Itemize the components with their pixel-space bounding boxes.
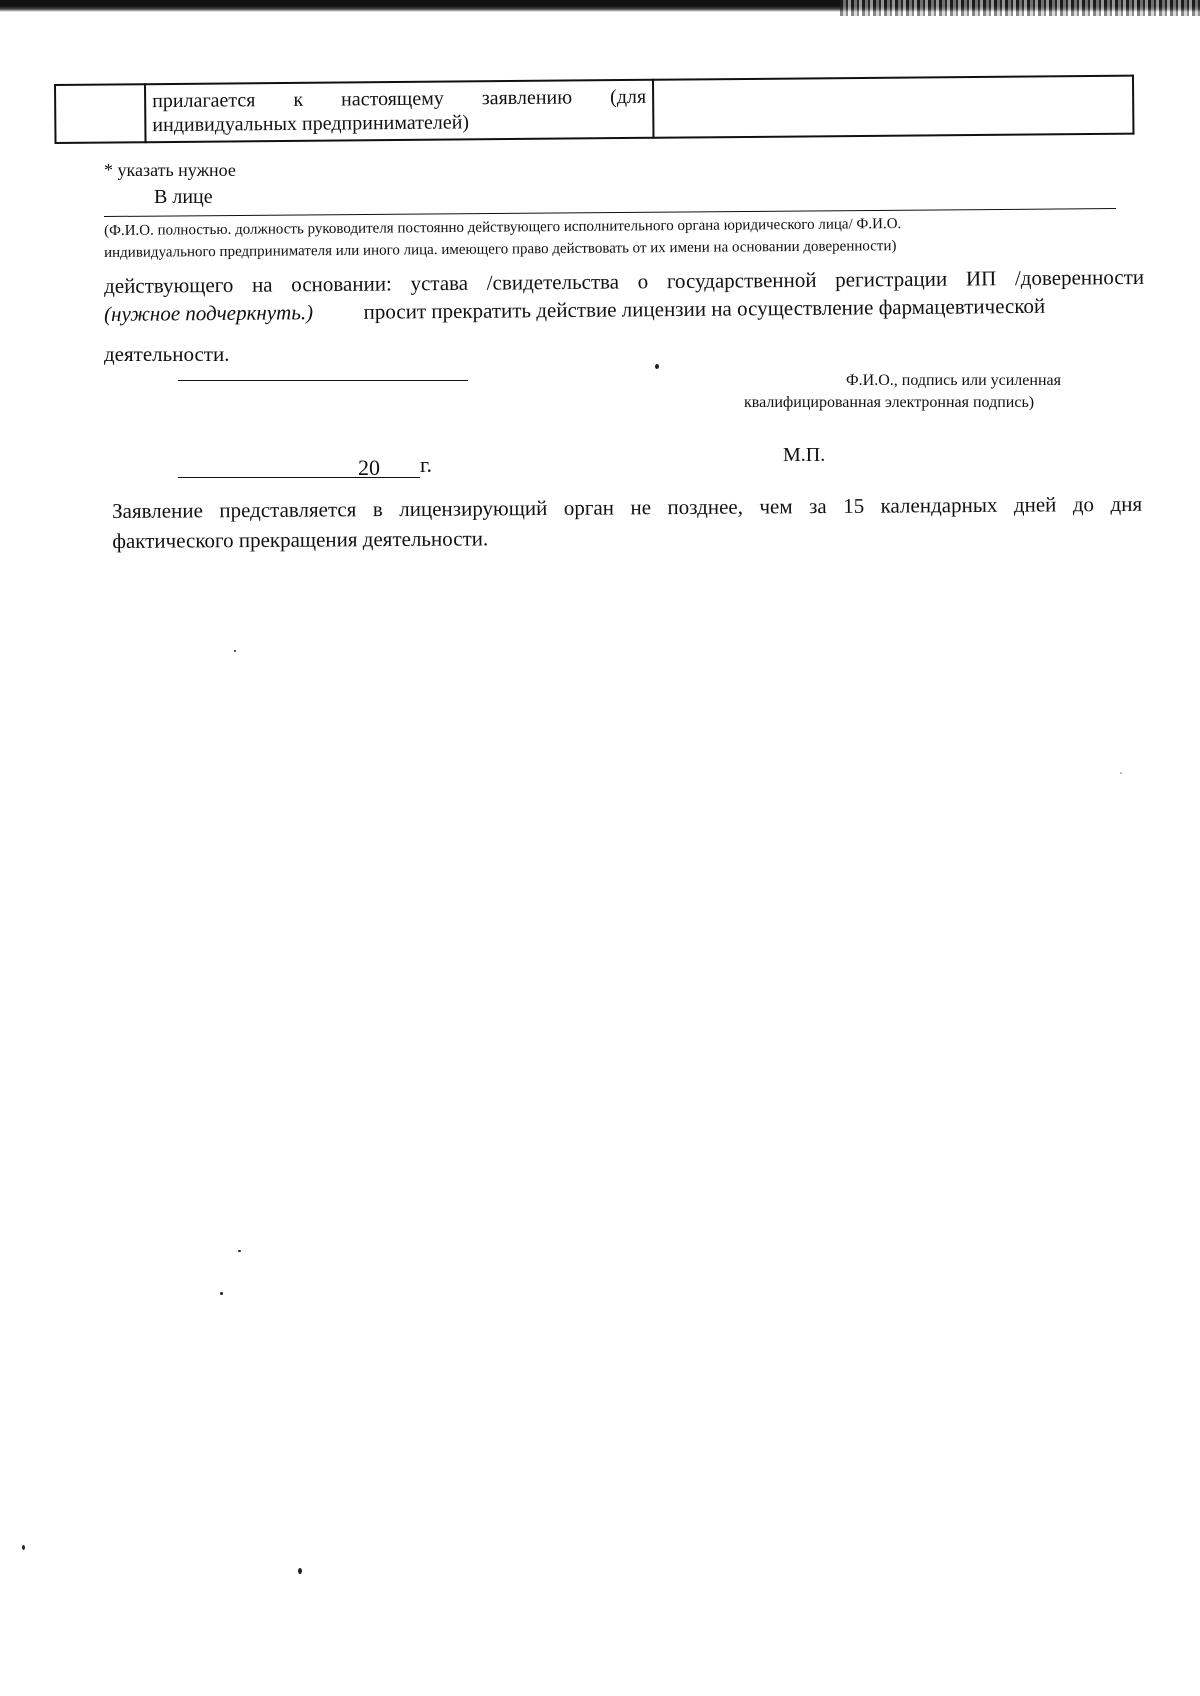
table-cell-number bbox=[55, 84, 146, 143]
body-line1-text: действующего на основании: устава /свидетельства о государственной регистрации ИП /доверенности bbox=[104, 264, 1145, 298]
table-cell-value bbox=[653, 76, 1133, 138]
scan-speck bbox=[238, 1250, 241, 1252]
signature-caption-line2: квалифицированная электронная подпись) bbox=[744, 394, 1035, 411]
notice-line1: Заявление представляется в лицензирующий орган не позднее, чем за 15 календарных дней до дня bbox=[112, 491, 1143, 523]
date-year-blank bbox=[380, 455, 420, 478]
signature-line bbox=[178, 380, 468, 381]
scan-edge-noise bbox=[840, 0, 1200, 16]
date-field bbox=[178, 452, 432, 478]
table-cell-description bbox=[145, 80, 653, 142]
scan-speck bbox=[298, 1568, 302, 1574]
scan-speck bbox=[22, 1545, 25, 1550]
date-year-prefix: 20 bbox=[358, 455, 380, 480]
underline-instruction: (нужное подчеркнуть.) bbox=[104, 300, 314, 326]
scan-speck bbox=[234, 650, 236, 652]
scan-speck bbox=[1120, 772, 1122, 774]
scan-speck bbox=[655, 364, 659, 369]
name-caption-line1: (Ф.И.О. полностью. должность руководителя постоянно действующего исполнительного органа юридического лица/ Ф.И.О. bbox=[104, 216, 902, 239]
scan-speck bbox=[220, 1292, 223, 1295]
date-day-month-blank bbox=[178, 455, 358, 478]
table-text-line1: прилагается к настоящему заявлению (для bbox=[152, 85, 647, 113]
notice-paragraph bbox=[112, 489, 1142, 556]
form-table bbox=[54, 75, 1134, 144]
body-line2-text: просит прекратить действие лицензии на осуществление фармацевтической bbox=[363, 293, 1046, 324]
signature-caption-line1: Ф.И.О., подпись или усиленная bbox=[846, 372, 1061, 389]
name-caption-line2: индивидуального предпринимателя или иного лица. имеющего право действовать от их имени на основании доверенности) bbox=[104, 238, 897, 261]
footnote: * указать нужное bbox=[104, 160, 236, 180]
table-text-line2: индивидуальных предпринимателей) bbox=[152, 111, 470, 137]
stamp-place-label: М.П. bbox=[783, 444, 826, 466]
date-year-suffix: г. bbox=[420, 452, 433, 477]
notice-line2: фактического прекращения деятельности. bbox=[112, 526, 489, 553]
in-person-label: В лице bbox=[154, 186, 213, 208]
table-row bbox=[55, 76, 1133, 143]
body-line3: деятельности. bbox=[104, 342, 230, 366]
